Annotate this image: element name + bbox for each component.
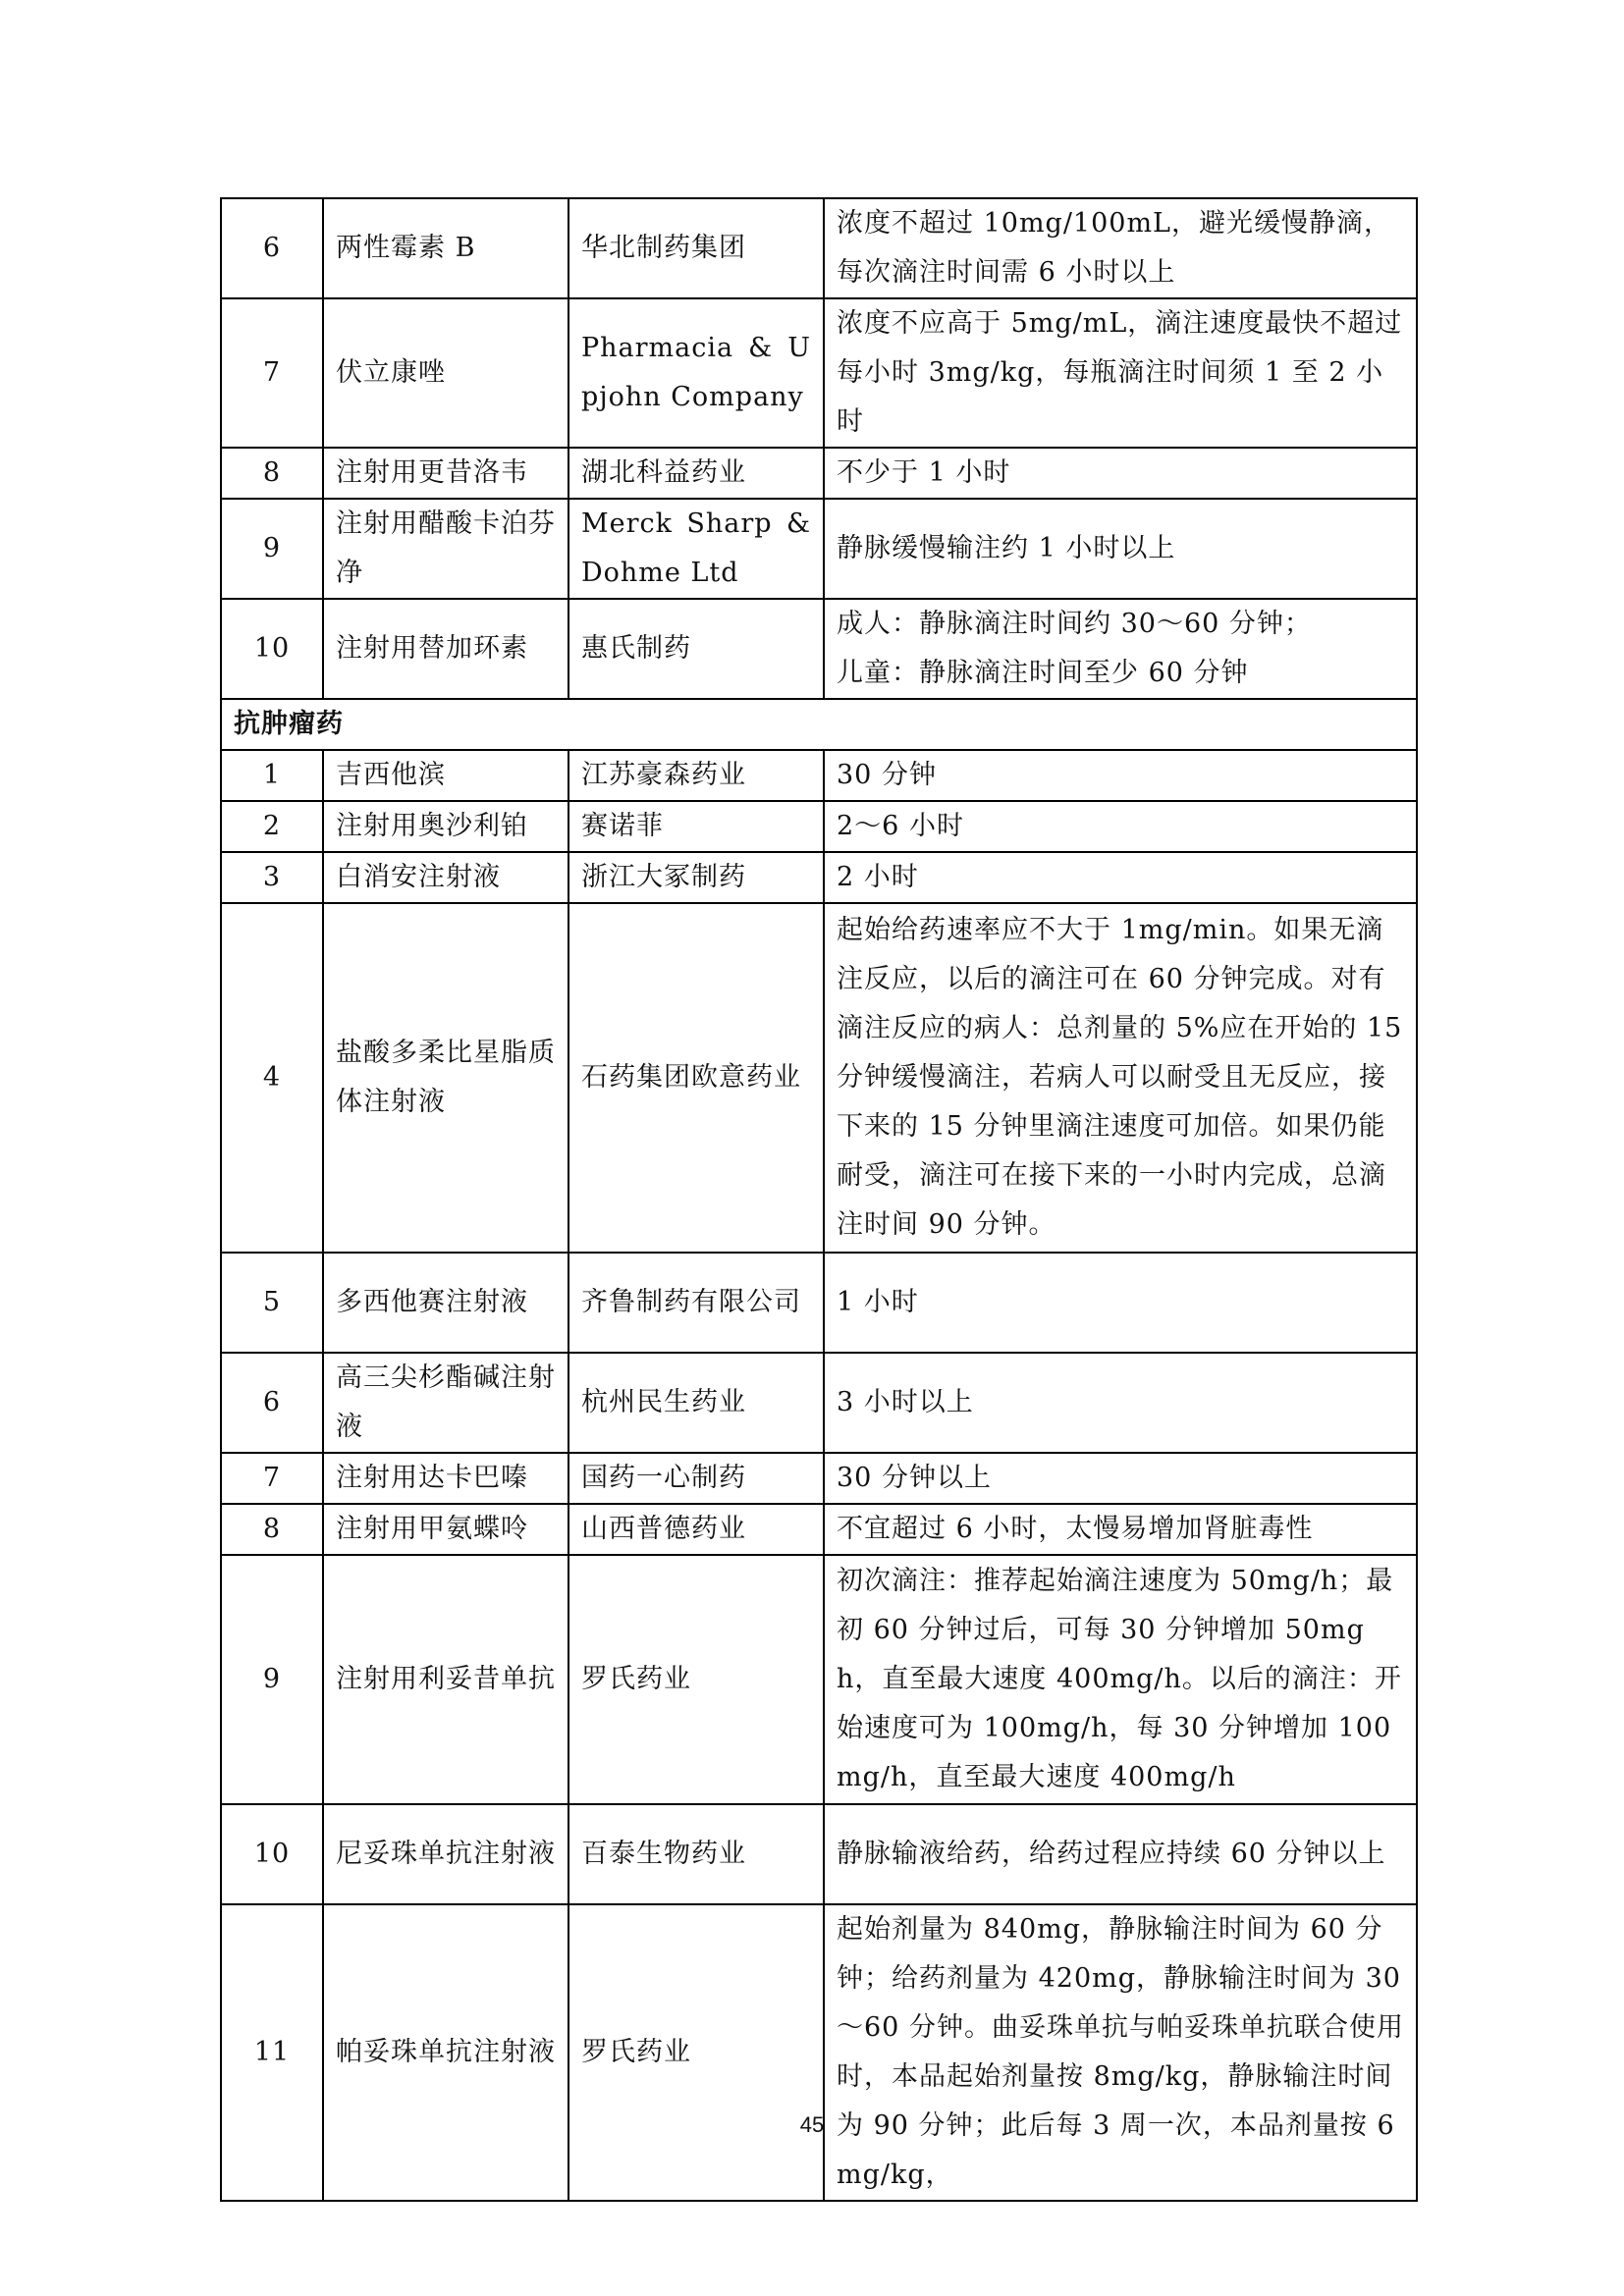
page-number: 45 xyxy=(799,2112,825,2137)
infusion-info: 2 小时 xyxy=(824,852,1417,903)
manufacturer: 杭州民生药业 xyxy=(568,1353,824,1453)
section-header-row xyxy=(221,699,1417,750)
drug-infusion-table xyxy=(220,197,1418,2202)
infusion-info: 起始给药速率应不大于 1mg/min。如果无滴注反应，以后的滴注可在 60 分钟完成。对有滴注反应的病人：总剂量的 5%应在开始的 15 分钟缓慢滴注，若病人可以耐受且无反应，接下来的 15 分钟里滴注速度可加倍。如果仍能耐受，滴注可在接下来的一小时内完成，总滴注时间 90 分钟。 xyxy=(824,903,1417,1253)
infusion-info xyxy=(824,599,1417,699)
drug-name: 吉西他滨 xyxy=(323,750,568,801)
table-row xyxy=(221,298,1417,448)
row-number: 2 xyxy=(221,801,323,852)
manufacturer: Pharmacia & Upjohn Company xyxy=(568,298,824,448)
infusion-info: 3 小时以上 xyxy=(824,1353,1417,1453)
infusion-info: 起始剂量为 840mg，静脉输注时间为 60 分钟；给药剂量为 420mg，静脉输注时间为 30～60 分钟。曲妥珠单抗与帕妥珠单抗联合使用时，本品起始剂量按 8mg/kg，静脉输注时间为 90 分钟；此后每 3 周一次，本品剂量按 6mg/kg， xyxy=(824,1904,1417,2201)
table-row xyxy=(221,1555,1417,1804)
table-row xyxy=(221,852,1417,903)
row-number: 1 xyxy=(221,750,323,801)
manufacturer: 江苏豪森药业 xyxy=(568,750,824,801)
row-number: 5 xyxy=(221,1253,323,1353)
drug-name: 注射用利妥昔单抗 xyxy=(323,1555,568,1804)
drug-name: 注射用醋酸卡泊芬净 xyxy=(323,499,568,599)
infusion-info: 不少于 1 小时 xyxy=(824,448,1417,499)
row-number: 3 xyxy=(221,852,323,903)
table-row xyxy=(221,903,1417,1253)
infusion-info: 静脉输液给药，给药过程应持续 60 分钟以上 xyxy=(824,1804,1417,1904)
table-row xyxy=(221,448,1417,499)
row-number: 7 xyxy=(221,1453,323,1504)
manufacturer: 齐鲁制药有限公司 xyxy=(568,1253,824,1353)
info-line: 儿童：静脉滴注时间至少 60 分钟 xyxy=(837,658,1249,688)
table-row xyxy=(221,801,1417,852)
infusion-info: 不宜超过 6 小时，太慢易增加肾脏毒性 xyxy=(824,1504,1417,1555)
drug-name: 注射用替加环素 xyxy=(323,599,568,699)
row-number: 8 xyxy=(221,1504,323,1555)
drug-name: 注射用达卡巴嗪 xyxy=(323,1453,568,1504)
manufacturer: 赛诺菲 xyxy=(568,801,824,852)
infusion-info: 静脉缓慢输注约 1 小时以上 xyxy=(824,499,1417,599)
infusion-info: 30 分钟以上 xyxy=(824,1453,1417,1504)
drug-name: 盐酸多柔比星脂质体注射液 xyxy=(323,903,568,1253)
drug-name: 高三尖杉酯碱注射液 xyxy=(323,1353,568,1453)
drug-name: 白消安注射液 xyxy=(323,852,568,903)
drug-name: 注射用更昔洛韦 xyxy=(323,448,568,499)
infusion-info: 浓度不超过 10mg/100mL，避光缓慢静滴，每次滴注时间需 6 小时以上 xyxy=(824,198,1417,298)
manufacturer: 惠氏制药 xyxy=(568,599,824,699)
row-number: 10 xyxy=(221,1804,323,1904)
table-row xyxy=(221,1804,1417,1904)
infusion-info: 1 小时 xyxy=(824,1253,1417,1353)
manufacturer: 浙江大冢制药 xyxy=(568,852,824,903)
drug-name: 多西他赛注射液 xyxy=(323,1253,568,1353)
section-title: 抗肿瘤药 xyxy=(221,699,1417,750)
table-row xyxy=(221,1253,1417,1353)
table-row xyxy=(221,750,1417,801)
table-row xyxy=(221,1353,1417,1453)
row-number: 6 xyxy=(221,1353,323,1453)
info-line: 成人：静脉滴注时间约 30～60 分钟； xyxy=(837,609,1312,639)
drug-name: 伏立康唑 xyxy=(323,298,568,448)
infusion-info: 初次滴注：推荐起始滴注速度为 50mg/h；最初 60 分钟过后，可每 30 分钟增加 50mgh，直至最大速度 400mg/h。以后的滴注：开始速度可为 100mg/h，每 30 分钟增加 100mg/h，直至最大速度 400mg/h xyxy=(824,1555,1417,1804)
manufacturer: 湖北科益药业 xyxy=(568,448,824,499)
manufacturer: Merck Sharp & Dohme Ltd xyxy=(568,499,824,599)
row-number: 7 xyxy=(221,298,323,448)
table-row xyxy=(221,499,1417,599)
drug-name: 注射用奥沙利铂 xyxy=(323,801,568,852)
row-number: 6 xyxy=(221,198,323,298)
manufacturer: 罗氏药业 xyxy=(568,1904,824,2201)
row-number: 8 xyxy=(221,448,323,499)
table-row xyxy=(221,1504,1417,1555)
manufacturer: 华北制药集团 xyxy=(568,198,824,298)
manufacturer: 山西普德药业 xyxy=(568,1504,824,1555)
manufacturer: 罗氏药业 xyxy=(568,1555,824,1804)
infusion-info: 30 分钟 xyxy=(824,750,1417,801)
row-number: 4 xyxy=(221,903,323,1253)
infusion-info: 2～6 小时 xyxy=(824,801,1417,852)
table-row xyxy=(221,198,1417,298)
row-number: 10 xyxy=(221,599,323,699)
drug-name: 尼妥珠单抗注射液 xyxy=(323,1804,568,1904)
table-row xyxy=(221,1453,1417,1504)
row-number: 9 xyxy=(221,1555,323,1804)
drug-name: 帕妥珠单抗注射液 xyxy=(323,1904,568,2201)
manufacturer: 国药一心制药 xyxy=(568,1453,824,1504)
row-number: 11 xyxy=(221,1904,323,2201)
infusion-info: 浓度不应高于 5mg/mL，滴注速度最快不超过每小时 3mg/kg，每瓶滴注时间须 1 至 2 小时 xyxy=(824,298,1417,448)
table-row xyxy=(221,599,1417,699)
manufacturer: 石药集团欧意药业 xyxy=(568,903,824,1253)
drug-name: 两性霉素 B xyxy=(323,198,568,298)
row-number: 9 xyxy=(221,499,323,599)
manufacturer: 百泰生物药业 xyxy=(568,1804,824,1904)
drug-name: 注射用甲氨蝶呤 xyxy=(323,1504,568,1555)
table-row xyxy=(221,1904,1417,2201)
